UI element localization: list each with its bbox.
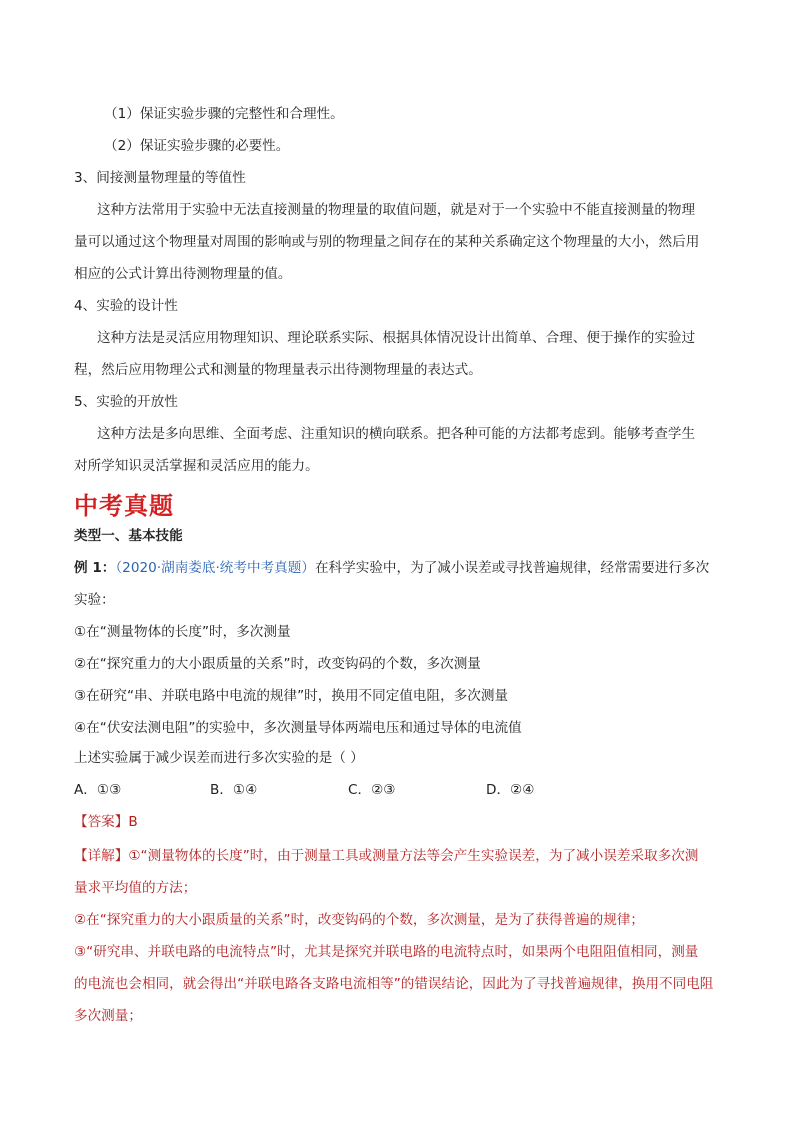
example-source: （2020·湖南娄底·统考中考真题） [115,560,315,576]
section3-line3: 相应的公式计算出待测物理量的值。 [74,266,292,282]
example-question-text: 在科学实验中，为了减小误差或寻找普遍规律，经常需要进行多次 [314,560,710,576]
section-heading: 中考真题 [74,492,174,520]
answer-value: B [128,814,138,830]
section4-line1: 这种方法是灵活应用物理知识、理论联系实际、根据具体情况设计出简单、合理、便于操作的实验过 [97,330,696,346]
detail-line5: 的电流也会相同，就会得出“并联电路各支路电流相等”的错误结论，因此为了寻找普遍规律，换用不同电阻 [74,976,714,992]
detail-line6: 多次测量； [74,1008,142,1024]
section5-line2: 对所学知识灵活掌握和灵活应用的能力。 [74,458,319,474]
detail-line2: 量求平均值的方法； [74,880,197,896]
example-item-3: ③在研究“串、并联电路中电流的规律”时，换用不同定值电阻，多次测量 [74,688,509,704]
detail-line1 [74,846,698,866]
section4-line2: 程，然后应用物理公式和测量的物理量表示出待测物理量的表达式。 [74,362,482,378]
type-heading: 类型一、基本技能 [74,528,183,544]
section3-line1: 这种方法常用于实验中无法直接测量的物理量的取值问题，就是对于一个实验中不能直接测量的物理 [97,202,696,218]
option-d: D．②④ [486,782,535,798]
example-question-line2: 实验： [74,592,115,608]
section5-line1: 这种方法是多向思维、全面考虑、注重知识的横向联系。把各种可能的方法都考虑到。能够考查学生 [97,426,696,442]
section3-line2: 量可以通过这个物理量对周围的影响或与别的物理量之间存在的某种关系确定这个物理量的大小，然后用 [74,234,700,250]
example-ask: 上述实验属于减少误差而进行多次实验的是（ ） [74,750,364,766]
example-question-line1 [74,558,709,578]
detail-line3: ②在“探究重力的大小跟质量的关系”时，改变钩码的个数，多次测量，是为了获得普遍的规律； [74,912,645,928]
option-a: A．①③ [74,782,122,798]
detail-text-1: ①“测量物体的长度”时，由于测量工具或测量方法等会产生实验误差，为了减小误差采取多次测 [128,848,699,864]
option-b: B．①④ [210,782,258,798]
answer-label: 【答案】 [74,814,129,830]
answer-line [74,812,138,832]
option-c: C．②③ [348,782,396,798]
example-item-1: ①在“测量物体的长度”时，多次测量 [74,624,291,640]
section5-title: 5、实验的开放性 [74,394,178,410]
intro-p1: （1）保证实验步骤的完整性和合理性。 [104,106,344,122]
example-item-4: ④在“伏安法测电阻”的实验中，多次测量导体两端电压和通过导体的电流值 [74,720,522,736]
detail-label: 【详解】 [74,848,129,864]
example-label: 例 1： [74,560,116,576]
detail-line4: ③“研究串、并联电路的电流特点”时，尤其是探究并联电路的电流特点时，如果两个电阻阻值相同，测量 [74,944,699,960]
section4-title: 4、实验的设计性 [74,298,178,314]
intro-p2: （2）保证实验步骤的必要性。 [104,138,290,154]
section3-title: 3、间接测量物理量的等值性 [74,170,246,186]
example-item-2: ②在“探究重力的大小跟质量的关系”时，改变钩码的个数，多次测量 [74,656,481,672]
